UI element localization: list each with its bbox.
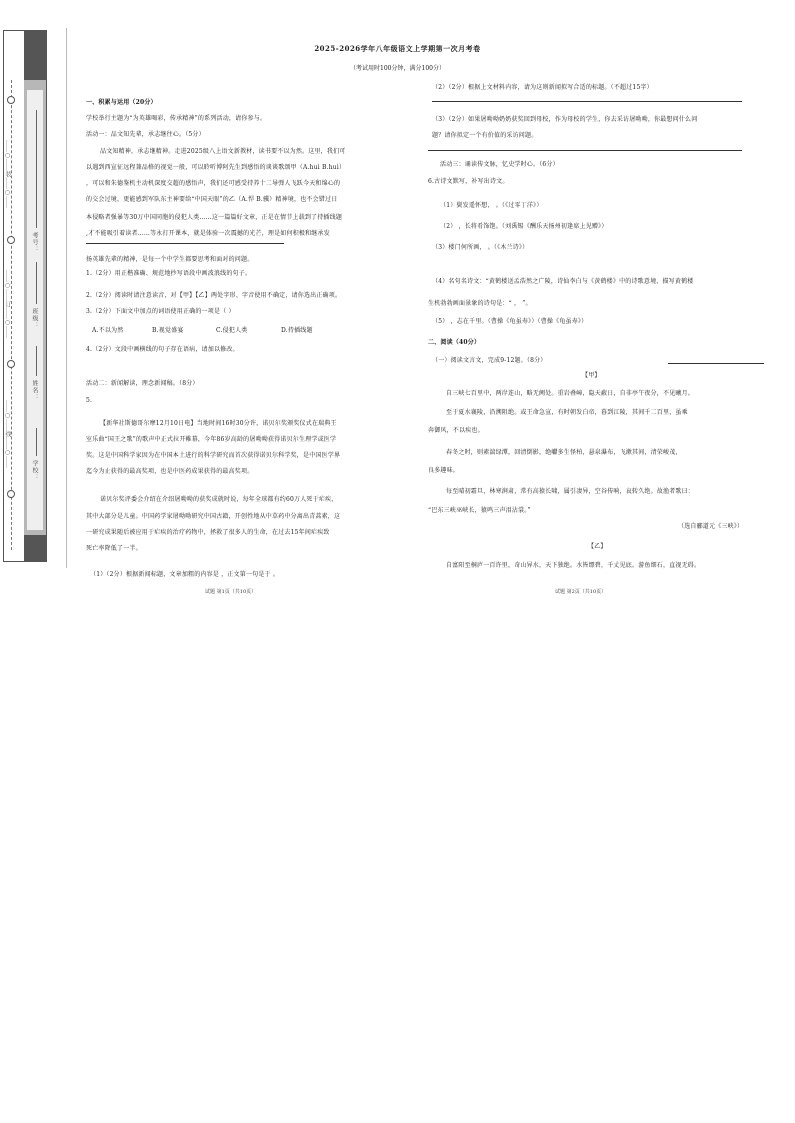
section-heading: 二、阅读（40分） — [428, 339, 481, 346]
question-6: 6.古诗文默写，补写出诗文。 — [428, 178, 509, 185]
poem-blank-4-cont: 生机勃勃画面景象的诗句是：“ ， ”。 — [428, 300, 532, 307]
page-footer: 试题 第2页（共10页） — [555, 589, 607, 595]
exam-subtitle: （考试用时100分钟，满分100分） — [350, 65, 445, 72]
classical-line: 春冬之时，则素湍绿潭，回清倒影，绝巘多生怪柏，悬泉瀑布，飞漱其间，清荣峻茂， — [446, 449, 682, 456]
class-label: 班级： — [31, 308, 38, 329]
passage-source: （选自郦道元《三峡》） — [678, 523, 744, 530]
section-heading: 一、积累与运用（20分） — [86, 99, 157, 106]
classical-line: 自三峡七百里中，两岸连山，略无阙处。重岩叠嶂，隐天蔽日，自非亭午夜分，不见曦月。 — [446, 390, 695, 397]
seal-circle — [7, 96, 15, 104]
activity-heading: 活动三：诵读传文脉，忆史学时心。（6分） — [440, 161, 559, 168]
question-5-3: （3）（2分）如果屠呦呦奶奶获奖回到母校，作为母校的学生，你去采访屠呦呦，你最想问什么问 — [432, 116, 698, 123]
question-5-3-cont: 题？请你拟定一个有价值的采访问题。 — [432, 132, 538, 139]
seal-circle — [7, 490, 15, 498]
seal-mark-bottom: ……○……线……○…… — [4, 400, 11, 468]
news-line: 死亡率降低了一半。 — [86, 545, 142, 552]
binding-strip-top-band — [24, 30, 46, 80]
activity-heading: 活动一：品文知先辈，承志继往心。（5分） — [86, 131, 205, 138]
news-line: 诺贝尔奖评委会介绍在介绍屠呦呦的获奖成就时说，每年全球都有约60万人死于疟疾， — [100, 496, 338, 503]
passage-label-yi: 【乙】 — [588, 543, 607, 550]
classical-line: 奔御风，不以疾也。 — [428, 427, 484, 434]
question-5-2: （2）（2分）根据上文材料内容，请为这则新闻拟写合适的标题。（不超过15字） — [432, 84, 653, 91]
school-blank — [36, 428, 37, 456]
poem-blank-5: （5） ，志在千里。（曹操《龟虽寿》）（曹操《龟虽寿》） — [432, 318, 588, 325]
name-blank — [36, 346, 37, 376]
option-a: A.不以为然 — [92, 327, 124, 334]
news-line: 迄今为止获得的最高奖项，也是中医药成果获得的最高奖项。 — [86, 468, 254, 475]
classical-line: 每至晴初霜旦，林寒涧肃，常有高猿长啸，属引凄异，空谷传响，哀转久绝。故渔者歌曰： — [446, 488, 695, 495]
poem-blank-1: （1）鬓发遥怀想， 。（《过零丁洋》） — [440, 202, 543, 209]
name-label: 姓名： — [31, 380, 38, 401]
news-line: 奖。这是中国科学家因为在中国本土进行的科学研究而首次获得诺贝尔科学奖，是中国医学界 — [86, 452, 341, 459]
poem-blank-2: （2） ，长将肴饰饱。（刘禹锡《酬乐天扬州初逢席上见赠》） — [440, 223, 608, 230]
passage-line: ，可以和朱德鉴机主动机深度交超的感悟声，我们还可感受持养十二导弹人飞跃今天和绵心的 — [86, 180, 341, 187]
page-footer: 试题 第1页（共10页） — [205, 589, 257, 595]
poem-blank-3: （3）楼门何所画， 。（《木兰诗》） — [432, 244, 529, 251]
passage-label-jia: 【甲】 — [582, 372, 601, 379]
question-3: 3.（2分）下面文中加点的词语使用正确的一项是（ ） — [86, 308, 235, 315]
question-2: 2.（2分）阅读时请注意读音，对【甲】【乙】两处字形、字音使用不确定，请你选出正确项。 — [86, 292, 342, 299]
exam-number-blank — [36, 110, 37, 228]
option-b: B.视觉盛宴 — [152, 327, 184, 334]
classical-line: “巴东三峡巫峡长，猿鸣三声泪沾裳。” — [428, 507, 531, 514]
passage-line: 扬英雄先辈的精神，是每一个中学生都要思考和面对的问题。 — [86, 256, 254, 263]
poem-blank-4: （4）名句名诗文：“黄鹤楼送孟浩然之广陵，诗仙李白与《黄鹤楼》中的诗歌意境，描写黄鹤楼 — [432, 278, 694, 285]
underline-rule — [86, 243, 284, 244]
news-line: 【新华社斯德哥尔摩12月10日电】当地时间16时30分许，诺贝尔奖颁奖仪式在瑞典王 — [100, 420, 337, 427]
reading-heading: （一）阅读文言文，完成9-12题。（8分） — [432, 357, 547, 364]
passage-line: 品文知精神，承志继精神。走进2025级八上语文新教材，读书要不以为然。这里，我们可 — [100, 148, 346, 155]
news-line: 其中大部分是儿童。中国药学家屠呦呦研究中国古籍，开创性地从中草药中分离出青蒿素，这 — [86, 513, 341, 520]
answer-line — [668, 363, 764, 364]
margin-rule — [66, 28, 67, 568]
classical-line: 良多趣味。 — [428, 467, 460, 474]
news-line: 一研究成果随后被应用于疟疾的治疗药物中，拯救了很多人的生命，在过去15年间疟疾致 — [86, 529, 330, 536]
answer-line — [428, 150, 742, 151]
option-d: D.持插线题 — [281, 327, 313, 334]
class-blank — [36, 262, 37, 304]
seal-mark-top: ……○……装……○…… — [4, 140, 11, 208]
answer-line — [432, 101, 742, 102]
exam-number-label: 考号： — [31, 232, 38, 253]
classical-line: 至于夏水襄陵，沿溯阻绝。或王命急宣，有时朝发白帝，暮到江陵，其间千二百里，虽乘 — [446, 409, 688, 416]
option-c: C.侵犯人类 — [216, 327, 248, 334]
news-line: 室乐曲“国王之歌”的歌声中正式拉开帷幕，今年86岁高龄的屠呦呦获得诺贝尔生理学或医学 — [86, 436, 337, 443]
passage-line: 的交会过境，更能感到军队东主神要给“中国天眼”的乙（A.悍 B.骥）精神境，也不会错过日 — [86, 196, 338, 203]
exam-title: 2025-2026学年八年级语文上学期第一次月考卷 — [314, 44, 481, 53]
passage-line: 本侵略者强暴等30万中国同胞的侵犯人类……这一篇篇好文章，正是在情节上载到了持插线题 — [86, 214, 343, 221]
seal-mark-mid: ……○……订……○…… — [4, 270, 11, 338]
passage-line: 以遇到西宣征远程兼品格的视觉一般，可以聆听博阿先生到感悟的谈谈歌颂甲（A.huì B.huì） — [86, 164, 346, 171]
passage-line: ,才不能吸引着读者……等永打开课本，就是体验一次震撼的光芒，理是如何积极和继承发 — [86, 230, 330, 237]
question-1: 1.（2分）用正楷准确、规范地抄写语段中画波浪线的句子。 — [86, 270, 252, 277]
intro-text: 学校举行主题为“为英雄喝彩，传承精神”的系列活动，请你参与。 — [86, 115, 267, 122]
question-5: 5. — [86, 397, 93, 404]
binding-strip-bottom-band — [24, 535, 46, 562]
seal-circle — [7, 236, 15, 244]
question-4: 4.（2分）文段中画横线的句子存在语病，请加以修改。 — [86, 346, 239, 353]
school-label: 学校： — [31, 460, 38, 481]
classical-line: 自富阳至桐庐一百许里，奇山异水，天下独绝。水皆缥碧，千丈见底。游鱼细石，直视无碍。 — [446, 562, 701, 569]
question-5-1: （1）（2分）根据新闻标题，文章加粗的内容是 ，正文第一句是于 。 — [90, 571, 280, 578]
activity-heading: 活动二：新闻解读，理念新闻稿。（8分） — [86, 380, 199, 387]
seal-circle — [7, 360, 15, 368]
